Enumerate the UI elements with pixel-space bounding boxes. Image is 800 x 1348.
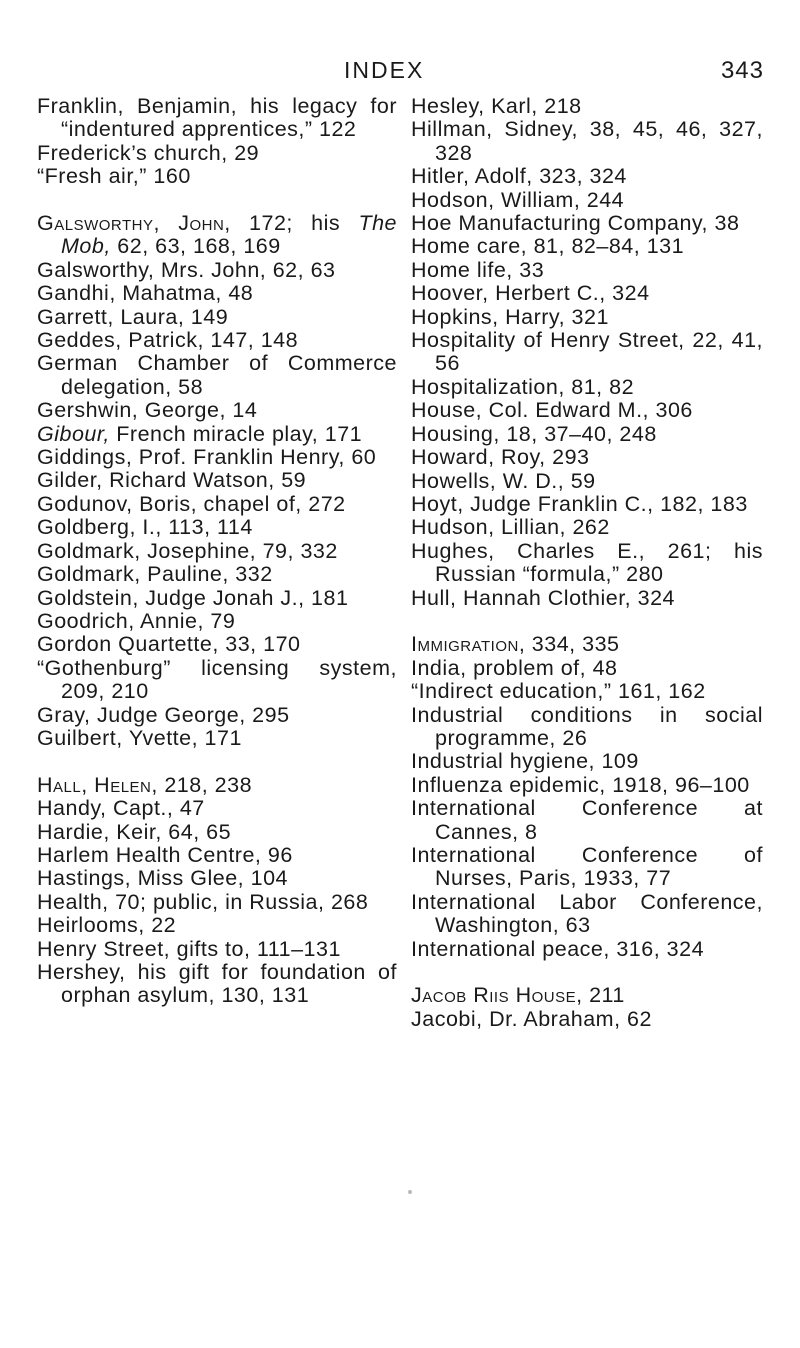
index-entry	[37, 306, 397, 329]
index-entry-text: Guilbert, Yvette, 171	[37, 725, 242, 750]
index-entry	[37, 259, 397, 282]
page-header	[0, 57, 800, 87]
index-entry	[411, 212, 763, 235]
index-entry	[411, 750, 763, 773]
index-entry-text: Jacob Riis House,	[411, 983, 583, 1008]
index-entry	[411, 1008, 763, 1031]
index-entry-text: German Chamber of Commerce delegation, 58	[37, 351, 397, 399]
index-entry-text: Hesley, Karl, 218	[411, 94, 582, 118]
index-entry-text: Hershey, his gift for foundation of orphan asylum, 130, 131	[37, 960, 397, 1008]
index-entry	[411, 118, 763, 165]
index-entry-text: Giddings, Prof. Franklin Henry, 60	[37, 445, 377, 470]
index-entry	[411, 657, 763, 680]
index-entry	[411, 235, 763, 258]
index-entry	[37, 329, 397, 352]
index-entry-text: Howard, Roy, 293	[411, 445, 590, 470]
index-entry	[411, 376, 763, 399]
index-entry	[37, 142, 397, 165]
index-entry-text: Goldmark, Josephine, 79, 332	[37, 538, 338, 563]
index-entry	[37, 469, 397, 492]
index-entry-text: Hodson, William, 244	[411, 187, 625, 212]
index-entry	[37, 540, 397, 563]
index-entry-text: Hospitality of Henry Street, 22, 41, 56	[411, 328, 763, 376]
index-column-right	[411, 95, 763, 1031]
index-entry	[37, 352, 397, 399]
index-entry	[37, 165, 397, 188]
index-entry	[37, 891, 397, 914]
index-entry-text: Gray, Judge George, 295	[37, 702, 290, 727]
index-entry-text: Gordon Quartette, 33, 170	[37, 632, 301, 657]
index-entry-text: Hopkins, Harry, 321	[411, 304, 609, 329]
index-entry-text: 211	[582, 983, 625, 1008]
page-number: 343	[720, 57, 764, 84]
index-entry	[37, 212, 397, 259]
index-entry-text: Hoover, Herbert C., 324	[411, 281, 650, 306]
index-entry	[411, 306, 763, 329]
index-entry-text: Galsworthy, John,	[37, 211, 231, 236]
index-entry	[411, 774, 763, 797]
index-entry	[37, 399, 397, 422]
index-entry	[37, 423, 397, 446]
index-entry-text: Housing, 18, 37–40, 248	[411, 421, 657, 446]
index-entry	[37, 821, 397, 844]
index-entry-text: Henry Street, gifts to, 111–131	[37, 936, 341, 961]
index-entry-text: Harlem Health Centre, 96	[37, 842, 293, 867]
index-entry	[411, 95, 763, 118]
index-entry	[37, 282, 397, 305]
index-entry	[37, 914, 397, 937]
index-entry-text: Hastings, Miss Glee, 104	[37, 866, 288, 891]
index-entry-text: Influenza epidemic, 1918, 96–100	[411, 772, 750, 797]
index-entry	[411, 282, 763, 305]
index-entry	[37, 867, 397, 890]
index-entry-text: Hardie, Keir, 64, 65	[37, 819, 232, 844]
index-entry-text: Heirlooms, 22	[37, 913, 177, 938]
index-entry-text: International Conference of Nurses, Paris, 1933, 77	[411, 842, 763, 891]
index-entry-text: Godunov, Boris, chapel of, 272	[37, 491, 346, 516]
index-entry	[411, 493, 763, 516]
index-entry	[411, 189, 763, 212]
index-entry-text: Home care, 81, 82–84, 131	[411, 234, 685, 259]
running-head: INDEX	[344, 57, 425, 83]
index-entry	[411, 329, 763, 376]
index-entry-text: The Mob,	[61, 211, 398, 259]
index-entry	[37, 844, 397, 867]
index-entry-text: Goldmark, Pauline, 332	[37, 562, 273, 587]
index-entry	[411, 446, 763, 469]
index-entry	[37, 95, 397, 142]
index-entry-text: India, problem of, 48	[411, 655, 618, 680]
index-entry	[411, 399, 763, 422]
index-entry	[37, 587, 397, 610]
index-entry-text: House, Col. Edward M., 306	[411, 398, 693, 423]
index-entry	[37, 797, 397, 820]
index-entry-text: 62, 63, 168, 169	[110, 234, 281, 259]
index-entry-text: Health, 70; public, in Russia, 268	[37, 889, 369, 914]
index-entry	[411, 165, 763, 188]
index-entry-text: Hoe Manufacturing Company, 38	[411, 211, 740, 236]
index-entry-text: Gershwin, George, 14	[37, 398, 258, 423]
index-entry	[37, 633, 397, 656]
index-entry-text: Hitler, Adolf, 323, 324	[411, 164, 627, 189]
index-entry	[411, 984, 763, 1007]
index-entry-text: International Conference at Cannes, 8	[411, 796, 763, 844]
index-entry-text: “Fresh air,” 160	[37, 164, 191, 189]
index-entry	[411, 680, 763, 703]
index-entry	[411, 423, 763, 446]
index-entry-text: Hospitalization, 81, 82	[411, 374, 635, 399]
index-entry-text: Goldberg, I., 113, 114	[37, 515, 253, 540]
index-entry	[37, 774, 397, 797]
index-entry-text: Hoyt, Judge Franklin C., 182, 183	[411, 491, 748, 516]
page-speck	[408, 1190, 412, 1194]
index-entry-text: International peace, 316, 324	[411, 936, 705, 961]
index-entry-text: Goodrich, Annie, 79	[37, 608, 236, 633]
index-entry-text: International Labor Conference, Washington, 63	[411, 889, 763, 938]
index-entry	[37, 727, 397, 750]
index-entry-text: Jacobi, Dr. Abraham, 62	[411, 1006, 652, 1031]
index-entry	[37, 610, 397, 633]
index-entry-text: “Indirect education,” 161, 162	[411, 679, 706, 704]
index-entry-text: Hull, Hannah Clothier, 324	[411, 585, 675, 610]
index-entry	[411, 633, 763, 656]
index-entry-text: Hudson, Lillian, 262	[411, 515, 610, 540]
index-entry-text: “Gothenburg” licensing system, 209, 210	[37, 655, 397, 704]
index-entry-text: 172; his	[230, 211, 359, 236]
index-entry-text: Gilder, Richard Watson, 59	[37, 468, 307, 493]
index-entry-text: Industrial hygiene, 109	[411, 749, 639, 774]
index-entry-text: Hughes, Charles E., 261; his Russian “formula,” 280	[411, 538, 763, 587]
index-entry-text: Howells, W. D., 59	[411, 468, 596, 493]
index-entry	[411, 516, 763, 539]
index-entry-text: Galsworthy, Mrs. John, 62, 63	[37, 257, 336, 282]
index-entry-text: Industrial conditions in social programme, 26	[411, 702, 763, 750]
index-entry-text: Immigration,	[411, 632, 526, 657]
index-entry	[37, 657, 397, 704]
index-entry-text: Frederick’s church, 29	[37, 140, 260, 165]
index-entry-text: Gibour,	[37, 421, 110, 446]
index-entry-text: Gandhi, Mahatma, 48	[37, 281, 254, 306]
index-entry-text: Handy, Capt., 47	[37, 796, 205, 821]
index-entry	[411, 540, 763, 587]
index-entry	[37, 516, 397, 539]
index-entry	[411, 259, 763, 282]
index-entry	[37, 446, 397, 469]
index-entry-text: Home life, 33	[411, 257, 545, 282]
index-column-left	[37, 95, 397, 1008]
index-entry-text: 218, 238	[157, 772, 253, 797]
index-entry	[411, 797, 763, 844]
index-entry	[37, 563, 397, 586]
index-entry	[37, 493, 397, 516]
index-entry	[411, 704, 763, 751]
index-entry-text: Hillman, Sidney, 38, 45, 46, 327, 328	[411, 117, 763, 165]
index-entry	[411, 587, 763, 610]
index-entry-text: Garrett, Laura, 149	[37, 304, 229, 329]
index-entry-text: Goldstein, Judge Jonah J., 181	[37, 585, 349, 610]
index-entry	[37, 961, 397, 1008]
index-entry-text: Franklin, Benjamin, his legacy for “indentured apprentices,” 122	[37, 94, 397, 142]
index-entry-text: Hall, Helen,	[37, 772, 158, 797]
index-entry	[411, 470, 763, 493]
index-entry	[411, 891, 763, 938]
index-entry-text: French miracle play, 171	[109, 421, 363, 446]
index-entry	[37, 938, 397, 961]
index-entry-text: Geddes, Patrick, 147, 148	[37, 328, 299, 353]
index-entry	[37, 704, 397, 727]
index-entry-text: 334, 335	[525, 632, 620, 657]
index-entry	[411, 844, 763, 891]
index-entry	[411, 938, 763, 961]
